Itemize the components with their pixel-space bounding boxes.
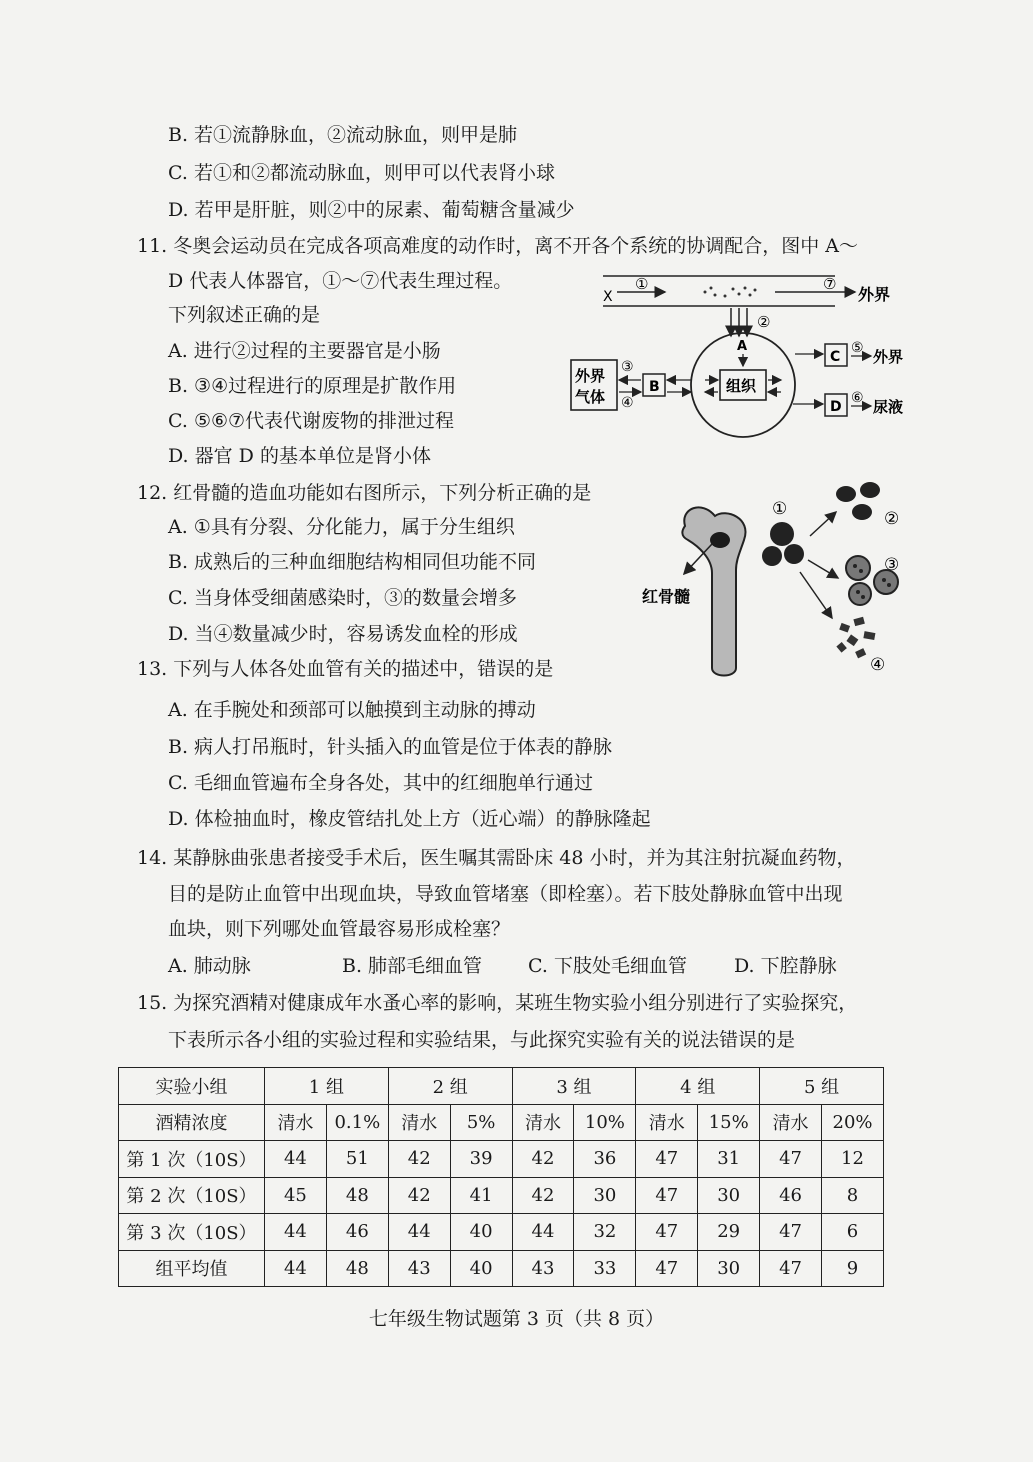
concentration-cell: 5% xyxy=(450,1104,512,1141)
concentration-cell: 清水 xyxy=(265,1104,327,1141)
q10-option-d: D. 若甲是肝脏，则②中的尿素、葡萄糖含量减少 xyxy=(168,199,575,221)
table-cell: 47 xyxy=(760,1141,822,1178)
q14-stem-line1: 14. 某静脉曲张患者接受手术后，医生嘱其需卧床 48 小时，并为其注射抗凝血药物， xyxy=(137,847,856,869)
q14-option-a: A. 肺动脉 xyxy=(168,955,251,977)
row-label: 组平均值 xyxy=(119,1250,265,1287)
table-cell: 36 xyxy=(574,1141,636,1178)
q13-option-a: A. 在手腕处和颈部可以触摸到主动脉的搏动 xyxy=(168,699,536,721)
red-blood-cell-icon xyxy=(836,486,856,502)
concentration-cell: 15% xyxy=(698,1104,760,1141)
q14-stem-line3: 血块，则下列哪处血管最容易形成栓塞？ xyxy=(168,918,511,940)
diagram-urine: 尿液 xyxy=(873,398,904,416)
row-label: 第 2 次（10S） xyxy=(119,1177,265,1214)
table-cell: 44 xyxy=(265,1214,327,1251)
diagram-label-b: B xyxy=(649,379,660,395)
q11-stem-line1: 11. 冬奥会运动员在完成各项高难度的动作时，离不开各个系统的协调配合，图中 A～ xyxy=(137,235,859,257)
q14-option-b: B. 肺部毛细血管 xyxy=(342,955,483,977)
concentration-header: 酒精浓度 xyxy=(119,1104,265,1141)
table-cell: 42 xyxy=(388,1177,450,1214)
red-blood-cell-icon xyxy=(852,504,872,520)
row-label: 第 1 次（10S） xyxy=(119,1141,265,1178)
table-cell: 30 xyxy=(698,1250,760,1287)
q12-option-d: D. 当④数量减少时，容易诱发血栓的形成 xyxy=(168,623,518,645)
q12-option-a: A. ①具有分裂、分化能力，属于分生组织 xyxy=(168,516,515,538)
concentration-cell: 清水 xyxy=(388,1104,450,1141)
table-row xyxy=(119,1214,884,1251)
q11-stem-line2: D 代表人体器官，①～⑦代表生理过程。 xyxy=(168,270,513,292)
diagram-label-a: A xyxy=(737,339,748,354)
diagram-label-3: ③ xyxy=(621,359,634,375)
q13-option-b: B. 病人打吊瓶时，针头插入的血管是位于体表的静脉 xyxy=(168,736,613,758)
table-cell: 32 xyxy=(574,1214,636,1251)
experiment-results-table xyxy=(118,1067,884,1287)
table-cell: 9 xyxy=(822,1250,884,1287)
table-cell: 46 xyxy=(326,1214,388,1251)
q12-stem: 12. 红骨髓的造血功能如右图所示，下列分析正确的是 xyxy=(137,482,592,504)
group-header: 实验小组 xyxy=(119,1068,265,1105)
label-1: ① xyxy=(772,499,788,519)
table-cell: 44 xyxy=(388,1214,450,1251)
concentration-cell: 清水 xyxy=(636,1104,698,1141)
concentration-cell: 10% xyxy=(574,1104,636,1141)
diagram-label-5: ⑤ xyxy=(851,340,864,356)
table-cell: 30 xyxy=(574,1177,636,1214)
table-cell: 47 xyxy=(760,1250,822,1287)
table-cell: 44 xyxy=(265,1141,327,1178)
group-header-cell: 4 组 xyxy=(636,1068,760,1105)
table-row xyxy=(119,1250,884,1287)
diagram-label-c: C xyxy=(830,349,841,365)
q14-option-d: D. 下腔静脉 xyxy=(734,955,837,977)
q11-option-c: C. ⑤⑥⑦代表代谢废物的排泄过程 xyxy=(168,410,455,432)
table-row xyxy=(119,1141,884,1178)
diagram-label-6: ⑥ xyxy=(851,390,864,406)
table-cell: 47 xyxy=(636,1214,698,1251)
table-cell: 43 xyxy=(388,1250,450,1287)
table-cell: 31 xyxy=(698,1141,760,1178)
diagram-outside-right: 外界 xyxy=(873,348,904,366)
stem-cell-icon xyxy=(784,544,804,564)
concentration-cell: 0.1% xyxy=(326,1104,388,1141)
diagram-label-d: D xyxy=(830,399,842,415)
table-row xyxy=(119,1104,884,1141)
concentration-cell: 清水 xyxy=(512,1104,574,1141)
q12-option-c: C. 当身体受细菌感染时，③的数量会增多 xyxy=(168,587,517,609)
diagram-outside-air-1: 外界 xyxy=(575,367,606,385)
platelet-icon xyxy=(836,617,875,659)
diagram-label-7: ⑦ xyxy=(823,275,837,293)
label-4: ④ xyxy=(870,655,886,675)
nutrient-particles xyxy=(704,287,757,298)
femur-bone-icon xyxy=(682,507,745,675)
diagram-tissue: 组织 xyxy=(726,377,757,395)
diagram-outside-air-2: 气体 xyxy=(575,388,606,406)
table-cell: 30 xyxy=(698,1177,760,1214)
q11-organ-diagram xyxy=(565,270,925,440)
red-blood-cell-icon xyxy=(860,482,880,498)
diagram-label-2: ② xyxy=(757,313,771,331)
q14-option-c: C. 下肢处毛细血管 xyxy=(528,955,687,977)
red-marrow-region xyxy=(710,532,730,548)
table-cell: 12 xyxy=(822,1141,884,1178)
table-cell: 42 xyxy=(512,1141,574,1178)
concentration-cell: 20% xyxy=(822,1104,884,1141)
table-cell: 47 xyxy=(636,1141,698,1178)
table-cell: 8 xyxy=(822,1177,884,1214)
table-cell: 42 xyxy=(388,1141,450,1178)
table-cell: 40 xyxy=(450,1250,512,1287)
table-cell: 47 xyxy=(760,1214,822,1251)
table-cell: 40 xyxy=(450,1214,512,1251)
table-cell: 41 xyxy=(450,1177,512,1214)
q10-option-c: C. 若①和②都流动脉血，则甲可以代表肾小球 xyxy=(168,162,555,184)
q10-option-b: B. 若①流静脉血，②流动脉血，则甲是肺 xyxy=(168,124,518,146)
table-cell: 39 xyxy=(450,1141,512,1178)
group-header-cell: 2 组 xyxy=(388,1068,512,1105)
table-cell: 47 xyxy=(636,1250,698,1287)
q15-stem-line2: 下表所示各小组的实验过程和实验结果，与此探究实验有关的说法错误的是 xyxy=(168,1029,796,1051)
q14-stem-line2: 目的是防止血管中出现血块，导致血管堵塞（即栓塞）。若下肢处静脉血管中出现 xyxy=(168,883,843,905)
diagram-x-label: X xyxy=(603,289,613,305)
group-header-cell: 1 组 xyxy=(265,1068,389,1105)
table-cell: 48 xyxy=(326,1250,388,1287)
q12-bone-marrow-diagram xyxy=(640,478,920,683)
q11-option-a: A. 进行②过程的主要器官是小肠 xyxy=(168,340,441,362)
q11-stem-line3: 下列叙述正确的是 xyxy=(168,304,321,326)
stem-cell-icon xyxy=(770,522,794,546)
table-cell: 51 xyxy=(326,1141,388,1178)
diagram-label-1: ① xyxy=(635,275,649,293)
label-red-marrow: 红骨髓 xyxy=(642,587,691,606)
table-cell: 29 xyxy=(698,1214,760,1251)
label-2: ② xyxy=(884,509,900,529)
table-cell: 33 xyxy=(574,1250,636,1287)
label-3: ③ xyxy=(884,555,900,575)
q13-stem: 13. 下列与人体各处血管有关的描述中，错误的是 xyxy=(137,658,554,680)
page-footer: 七年级生物试题第 3 页（共 8 页） xyxy=(368,1308,665,1330)
q13-option-d: D. 体检抽血时，橡皮管结扎处上方（近心端）的静脉隆起 xyxy=(168,808,651,830)
group-header-cell: 5 组 xyxy=(760,1068,884,1105)
table-cell: 43 xyxy=(512,1250,574,1287)
table-row xyxy=(119,1177,884,1214)
q11-option-b: B. ③④过程进行的原理是扩散作用 xyxy=(168,375,457,397)
diagram-outside-top: 外界 xyxy=(858,285,891,304)
table-cell: 45 xyxy=(265,1177,327,1214)
group-header-cell: 3 组 xyxy=(512,1068,636,1105)
q11-option-d: D. 器官 D 的基本单位是肾小体 xyxy=(168,445,431,467)
table-cell: 46 xyxy=(760,1177,822,1214)
q12-option-b: B. 成熟后的三种血细胞结构相同但功能不同 xyxy=(168,551,537,573)
table-row xyxy=(119,1068,884,1105)
table-cell: 6 xyxy=(822,1214,884,1251)
q13-option-c: C. 毛细血管遍布全身各处，其中的红细胞单行通过 xyxy=(168,772,593,794)
table-cell: 44 xyxy=(265,1250,327,1287)
stem-cell-icon xyxy=(762,546,782,566)
table-cell: 42 xyxy=(512,1177,574,1214)
table-cell: 44 xyxy=(512,1214,574,1251)
row-label: 第 3 次（10S） xyxy=(119,1214,265,1251)
q15-stem-line1: 15. 为探究酒精对健康成年水蚤心率的影响，某班生物实验小组分别进行了实验探究， xyxy=(137,992,858,1014)
table-cell: 48 xyxy=(326,1177,388,1214)
diagram-label-4: ④ xyxy=(621,395,634,411)
concentration-cell: 清水 xyxy=(760,1104,822,1141)
table-cell: 47 xyxy=(636,1177,698,1214)
